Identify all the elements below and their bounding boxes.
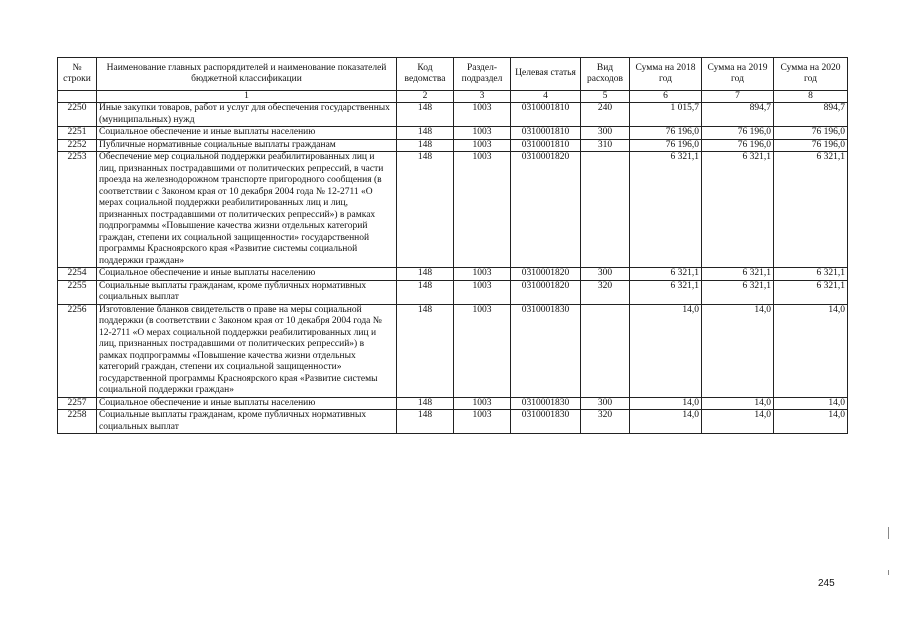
table-row: [58, 139, 848, 152]
row-sum-2020: 76 196,0: [774, 139, 848, 152]
row-expense-type: 240: [581, 103, 630, 127]
row-target-article: 0310001820: [511, 268, 581, 281]
column-number: 1: [97, 91, 397, 103]
row-section: 1003: [454, 268, 511, 281]
table-row: [58, 103, 848, 127]
row-expense-type: 300: [581, 397, 630, 410]
table-row: [58, 268, 848, 281]
row-section: 1003: [454, 280, 511, 304]
row-dept-code: 148: [397, 268, 454, 281]
row-line-number: 2251: [58, 127, 97, 140]
row-target-article: 0310001810: [511, 127, 581, 140]
row-expense-type: 300: [581, 268, 630, 281]
row-sum-2018: 76 196,0: [630, 139, 702, 152]
row-sum-2019: 76 196,0: [702, 139, 774, 152]
row-line-number: 2254: [58, 268, 97, 281]
row-target-article: 0310001820: [511, 152, 581, 268]
row-sum-2018: 1 015,7: [630, 103, 702, 127]
row-target-article: 0310001830: [511, 397, 581, 410]
row-sum-2019: 6 321,1: [702, 268, 774, 281]
row-dept-code: 148: [397, 152, 454, 268]
row-sum-2020: 6 321,1: [774, 152, 848, 268]
row-sum-2019: 14,0: [702, 304, 774, 397]
row-name: Публичные нормативные социальные выплаты гражданам: [97, 139, 397, 152]
row-target-article: 0310001830: [511, 410, 581, 434]
header-sum-2019: Сумма на 2019 год: [702, 58, 774, 91]
row-line-number: 2258: [58, 410, 97, 434]
row-sum-2018: 6 321,1: [630, 152, 702, 268]
row-sum-2019: 14,0: [702, 397, 774, 410]
row-sum-2019: 6 321,1: [702, 280, 774, 304]
row-expense-type: 310: [581, 139, 630, 152]
row-target-article: 0310001810: [511, 139, 581, 152]
row-dept-code: 148: [397, 397, 454, 410]
row-sum-2018: 6 321,1: [630, 268, 702, 281]
row-sum-2020: 14,0: [774, 410, 848, 434]
header-name: Наименование главных распорядителей и наименование показателей бюджетной классификации: [97, 58, 397, 91]
budget-table: [57, 57, 848, 434]
row-target-article: 0310001810: [511, 103, 581, 127]
row-sum-2018: 14,0: [630, 397, 702, 410]
header-sum-2018: Сумма на 2018 год: [630, 58, 702, 91]
row-section: 1003: [454, 127, 511, 140]
row-section: 1003: [454, 397, 511, 410]
row-section: 1003: [454, 304, 511, 397]
row-expense-type: 320: [581, 280, 630, 304]
column-number: 3: [454, 91, 511, 103]
row-name: Социальные выплаты гражданам, кроме публичных нормативных социальных выплат: [97, 280, 397, 304]
header-sum-2020: Сумма на 2020 год: [774, 58, 848, 91]
row-line-number: 2256: [58, 304, 97, 397]
row-sum-2020: 6 321,1: [774, 280, 848, 304]
table-row: [58, 397, 848, 410]
row-section: 1003: [454, 152, 511, 268]
table-row: [58, 280, 848, 304]
row-name: Социальное обеспечение и иные выплаты населению: [97, 268, 397, 281]
row-line-number: 2255: [58, 280, 97, 304]
row-name: Социальные выплаты гражданам, кроме публичных нормативных социальных выплат: [97, 410, 397, 434]
row-sum-2019: 14,0: [702, 410, 774, 434]
header-dept-code: Код ведомства: [397, 58, 454, 91]
column-number: 4: [511, 91, 581, 103]
row-dept-code: 148: [397, 280, 454, 304]
column-number: 8: [774, 91, 848, 103]
row-sum-2019: 76 196,0: [702, 127, 774, 140]
scan-edge-mark: [888, 570, 889, 575]
row-line-number: 2257: [58, 397, 97, 410]
page-number: 245: [818, 578, 835, 589]
column-number: 7: [702, 91, 774, 103]
header-line-number: № строки: [58, 58, 97, 91]
scan-edge-mark: [888, 527, 889, 539]
column-number-row: [58, 91, 848, 103]
row-sum-2018: 76 196,0: [630, 127, 702, 140]
row-line-number: 2252: [58, 139, 97, 152]
table-row: [58, 410, 848, 434]
column-number: 6: [630, 91, 702, 103]
row-section: 1003: [454, 139, 511, 152]
row-expense-type: 320: [581, 410, 630, 434]
row-expense-type: [581, 152, 630, 268]
row-expense-type: [581, 304, 630, 397]
row-sum-2019: 894,7: [702, 103, 774, 127]
row-name: Изготовление бланков свидетельств о праве на меры социальной поддержки (в соответствии с Законом края от 10 декабря 2004 года № 12-2711 «О мерах социальной поддержки реабилитированных лиц и лиц, признанных пострадавшими от политических репрессий») в рамках подпрограммы «Повышение качества жизни отдельных категорий граждан, степени их социальной защищенности» государственной программы Красноярского края «Развитие системы социальной поддержки граждан»: [97, 304, 397, 397]
row-sum-2020: 894,7: [774, 103, 848, 127]
header-row: [58, 58, 848, 91]
column-number: [58, 91, 97, 103]
row-target-article: 0310001830: [511, 304, 581, 397]
column-number: 5: [581, 91, 630, 103]
row-name: Социальное обеспечение и иные выплаты населению: [97, 397, 397, 410]
header-target-article: Целевая статья: [511, 58, 581, 91]
row-name: Социальное обеспечение и иные выплаты населению: [97, 127, 397, 140]
table-row: [58, 304, 848, 397]
column-number: 2: [397, 91, 454, 103]
row-sum-2019: 6 321,1: [702, 152, 774, 268]
row-sum-2020: 14,0: [774, 397, 848, 410]
row-sum-2020: 14,0: [774, 304, 848, 397]
row-name: Обеспечение мер социальной поддержки реабилитированных лиц и лиц, признанных пострадавшими от политических репрессий, в части проезда на железнодорожном транспорте пригородного сообщения (в соответствии с Законом края от 10 декабря 2004 года № 12-2711 «О мерах социальной поддержки реабилитированных лиц и лиц, признанных пострадавшими от политических репрессий») в рамках подпрограммы «Повышение качества жизни отдельных категорий граждан, степени их социальной защищенности» государственной программы Красноярского края «Развитие системы социальной поддержки граждан»: [97, 152, 397, 268]
row-sum-2018: 6 321,1: [630, 280, 702, 304]
row-line-number: 2253: [58, 152, 97, 268]
row-sum-2018: 14,0: [630, 304, 702, 397]
row-dept-code: 148: [397, 127, 454, 140]
row-sum-2020: 6 321,1: [774, 268, 848, 281]
row-dept-code: 148: [397, 139, 454, 152]
row-sum-2018: 14,0: [630, 410, 702, 434]
row-dept-code: 148: [397, 304, 454, 397]
table-row: [58, 152, 848, 268]
row-target-article: 0310001820: [511, 280, 581, 304]
row-section: 1003: [454, 410, 511, 434]
row-dept-code: 148: [397, 103, 454, 127]
table-row: [58, 127, 848, 140]
header-section: Раздел-подраздел: [454, 58, 511, 91]
row-dept-code: 148: [397, 410, 454, 434]
header-expense-type: Вид расходов: [581, 58, 630, 91]
row-sum-2020: 76 196,0: [774, 127, 848, 140]
row-line-number: 2250: [58, 103, 97, 127]
row-section: 1003: [454, 103, 511, 127]
row-name: Иные закупки товаров, работ и услуг для обеспечения государственных (муниципальных) нужд: [97, 103, 397, 127]
row-expense-type: 300: [581, 127, 630, 140]
